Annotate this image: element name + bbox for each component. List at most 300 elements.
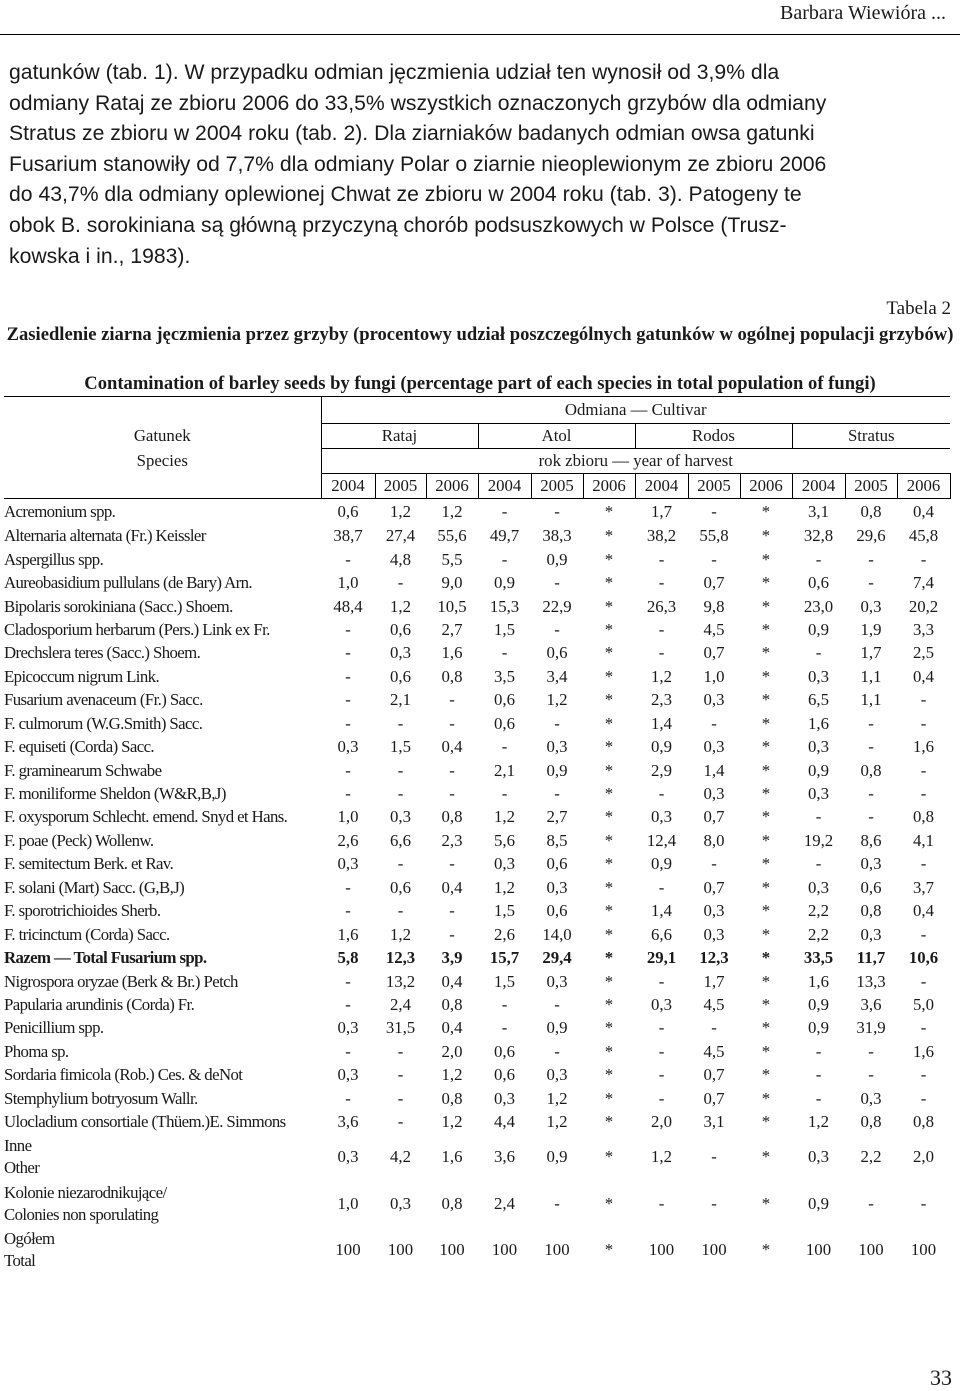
species-header: Species [136, 451, 188, 470]
table-row [4, 782, 950, 805]
value-cell: - [868, 573, 874, 593]
value-cell: 1,2 [441, 1112, 463, 1132]
value-cell: - [658, 643, 665, 663]
cultivar-stratus: Stratus [792, 424, 950, 449]
value-cell: - [397, 901, 404, 921]
value-cell: 1,0 [703, 666, 725, 686]
value-cell: 1,1 [860, 690, 882, 710]
value-cell: 15,7 [489, 948, 520, 968]
header-corner [4, 397, 321, 424]
value-cell: * [761, 596, 771, 616]
value-cell: - [711, 1018, 717, 1038]
table-row [4, 876, 950, 899]
value-cell: 45,8 [908, 526, 939, 546]
value-cell: 0,4 [441, 737, 463, 757]
table-row [4, 571, 950, 594]
year-cell: 2006 [740, 474, 792, 499]
value-cell: * [604, 1147, 614, 1167]
year-cell: 2004 [635, 474, 688, 499]
species-name-pl: Ogółem [4, 1229, 55, 1249]
species-name-en: Total [4, 1251, 36, 1271]
species-name-en: Colonies non sporulating [4, 1204, 159, 1224]
species-name: F. oxysporum Schlecht. emend. Snyd et Hans. [4, 807, 288, 827]
value-cell: * [761, 1240, 771, 1260]
value-cell: 26,3 [646, 596, 677, 616]
year-cell: 2004 [321, 474, 375, 499]
table-row [4, 618, 950, 641]
value-cell: - [815, 643, 822, 663]
value-cell: 0,6 [390, 666, 411, 686]
value-cell: - [868, 807, 874, 827]
value-cell: * [604, 877, 614, 897]
value-cell: 8,5 [546, 830, 568, 850]
value-cell: * [604, 1240, 614, 1260]
value-cell: 0,9 [808, 1018, 829, 1038]
value-cell: - [658, 784, 665, 804]
value-cell: 0,8 [441, 1193, 463, 1213]
value-cell: - [920, 690, 927, 710]
value-cell: - [449, 784, 455, 804]
species-name: Penicillium spp. [4, 1018, 104, 1038]
value-cell: 2,0 [441, 1041, 463, 1061]
value-cell: 1,6 [913, 1041, 934, 1061]
value-cell: - [711, 1193, 717, 1213]
species-name: F. tricinctum (Corda) Sacc. [4, 924, 170, 944]
value-cell: 12,3 [385, 948, 416, 968]
value-cell: - [554, 784, 560, 804]
value-cell: - [501, 549, 508, 569]
value-cell: 0,3 [703, 924, 725, 944]
value-cell: 0,3 [703, 901, 725, 921]
value-cell: 12,4 [646, 830, 677, 850]
value-cell: 38,7 [333, 526, 363, 546]
table-row [4, 806, 950, 829]
value-cell: 1,2 [441, 501, 463, 521]
value-cell: - [554, 501, 560, 521]
value-cell: - [501, 737, 508, 757]
year-cell: 2004 [478, 474, 531, 499]
value-cell: - [868, 1193, 874, 1213]
value-cell: 22,9 [542, 596, 572, 616]
value-cell: 0,4 [913, 501, 934, 521]
value-cell: 32,8 [803, 526, 834, 546]
value-cell: * [604, 830, 614, 850]
value-cell: 0,8 [441, 1088, 463, 1108]
value-cell: 0,4 [913, 901, 934, 921]
value-cell: - [658, 971, 665, 991]
value-cell: - [345, 760, 351, 780]
value-cell: 2,7 [546, 807, 568, 827]
body-line: do 43,7% dla odmiany oplewionej Chwat ze zbioru w 2004 roku (tab. 3). Patogeny te [9, 183, 802, 207]
value-cell: 1,0 [337, 573, 359, 593]
species-name: Ulocladium consortiale (Thüem.)E. Simmons [4, 1112, 286, 1132]
value-cell: - [920, 1018, 927, 1038]
value-cell: 4,5 [703, 619, 725, 639]
value-cell: * [761, 643, 771, 663]
value-cell: - [345, 690, 351, 710]
value-cell: * [604, 994, 614, 1014]
value-cell: - [920, 854, 927, 874]
value-cell: 0,3 [494, 854, 515, 874]
value-cell: 0,8 [441, 666, 463, 686]
value-cell: * [604, 643, 614, 663]
value-cell: 3,6 [494, 1147, 515, 1167]
value-cell: 3,7 [913, 877, 934, 897]
value-cell: 0,4 [441, 1018, 463, 1038]
value-cell: - [554, 994, 560, 1014]
table-row [4, 1064, 950, 1087]
value-cell: - [868, 737, 874, 757]
value-cell: 0,3 [337, 1065, 359, 1085]
value-cell: - [554, 619, 560, 639]
value-cell: 0,6 [808, 573, 829, 593]
value-cell: 100 [648, 1240, 675, 1260]
value-cell: - [920, 971, 927, 991]
body-line: Fusarium stanowiły od 7,7% dla odmiany Polar o ziarnie nieoplewionym ze zbioru 2006 [9, 152, 827, 176]
value-cell: - [449, 690, 455, 710]
value-cell: - [920, 784, 927, 804]
value-cell: * [761, 784, 771, 804]
value-cell: 1,2 [494, 807, 515, 827]
value-cell: * [604, 501, 614, 521]
value-cell: 100 [701, 1240, 727, 1260]
species-name: Sordaria fimicola (Rob.) Ces. & deNot [4, 1065, 243, 1085]
value-cell: 1,4 [703, 760, 725, 780]
table-row [4, 1110, 950, 1133]
value-cell: 2,6 [494, 924, 515, 944]
value-cell: 0,4 [441, 971, 463, 991]
species-name: F. graminearum Schwabe [4, 760, 162, 780]
value-cell: - [658, 1041, 665, 1061]
value-cell: 1,4 [651, 901, 672, 921]
year-cell: 2005 [375, 474, 426, 499]
value-cell: 1,5 [494, 901, 515, 921]
value-cell: 6,5 [808, 690, 829, 710]
value-cell: 13,3 [856, 971, 886, 991]
value-cell: 0,6 [546, 854, 568, 874]
value-cell: 2,5 [913, 643, 934, 663]
value-cell: 38,3 [542, 526, 572, 546]
value-cell: 100 [805, 1240, 832, 1260]
value-cell: 55,8 [699, 526, 729, 546]
value-cell: * [761, 1193, 771, 1213]
value-cell: 2,3 [441, 830, 463, 850]
value-cell: 0,3 [390, 643, 411, 663]
value-cell: * [761, 1147, 771, 1167]
value-cell: - [501, 501, 508, 521]
value-cell: * [604, 619, 614, 639]
value-cell: 2,2 [808, 901, 829, 921]
value-cell: 0,8 [441, 994, 463, 1014]
value-cell: * [761, 948, 771, 968]
value-cell: * [604, 596, 614, 616]
value-cell: 0,6 [337, 501, 359, 521]
value-cell: 0,3 [337, 1147, 359, 1167]
value-cell: - [397, 854, 404, 874]
value-cell: - [658, 1193, 665, 1213]
year-cell: 2004 [792, 474, 845, 499]
species-name: Phoma sp. [4, 1041, 69, 1061]
value-cell: - [345, 666, 351, 686]
value-cell: - [658, 1018, 665, 1038]
value-cell: - [345, 784, 351, 804]
value-cell: 1,6 [441, 1147, 463, 1167]
table-row [4, 993, 950, 1016]
value-cell: 0,3 [808, 737, 829, 757]
value-cell: * [604, 526, 614, 546]
value-cell: - [449, 713, 455, 733]
table-row [4, 1087, 950, 1110]
value-cell: 31,5 [385, 1018, 416, 1038]
table-row [4, 759, 950, 782]
value-cell: 1,0 [337, 807, 359, 827]
value-cell: - [920, 760, 927, 780]
value-cell: 0,8 [913, 807, 934, 827]
value-cell: 0,3 [860, 924, 882, 944]
species-name: Aureobasidium pullulans (de Bary) Arn. [4, 573, 252, 593]
value-cell: 1,0 [337, 1193, 359, 1213]
body-line: kowska i in., 1983). [9, 244, 191, 268]
table-row [4, 1227, 950, 1274]
value-cell: 0,9 [651, 854, 672, 874]
value-cell: - [920, 1065, 927, 1085]
value-cell: - [711, 1147, 717, 1167]
value-cell: - [345, 994, 351, 1014]
cultivar-atol: Atol [478, 424, 635, 449]
value-cell: 1,2 [546, 1112, 568, 1132]
species-name: F. moniliforme Sheldon (W&R,B,J) [4, 784, 226, 804]
header-rule [0, 34, 960, 35]
value-cell: 1,7 [703, 971, 725, 991]
value-cell: 6,6 [390, 830, 411, 850]
value-cell: 14,0 [542, 924, 572, 944]
value-cell: - [501, 643, 508, 663]
value-cell: 0,6 [494, 1041, 515, 1061]
value-cell: 23,0 [803, 596, 834, 616]
body-line: Stratus ze zbioru w 2004 roku (tab. 2). Dla ziarniaków badanych odmian owsa gatunki [9, 122, 815, 146]
value-cell: 1,2 [651, 1147, 672, 1167]
value-cell: * [761, 1088, 771, 1108]
species-name: Cladosporium herbarum (Pers.) Link ex Fr. [4, 619, 270, 639]
value-cell: 0,3 [651, 807, 672, 827]
value-cell: - [501, 1018, 508, 1038]
value-cell: - [920, 713, 927, 733]
value-cell: 0,3 [546, 971, 568, 991]
value-cell: 3,4 [546, 666, 568, 686]
species-name: F. equiseti (Corda) Sacc. [4, 737, 155, 757]
value-cell: * [761, 549, 771, 569]
value-cell: - [658, 573, 665, 593]
value-cell: * [761, 1018, 771, 1038]
value-cell: 13,2 [385, 971, 416, 991]
value-cell: 4,5 [703, 1041, 725, 1061]
value-cell: - [345, 619, 351, 639]
value-cell: 0,4 [441, 877, 463, 897]
value-cell: 1,7 [860, 643, 882, 663]
table-row [4, 642, 950, 665]
value-cell: 100 [858, 1240, 884, 1260]
value-cell: 1,2 [546, 1088, 568, 1108]
value-cell: 1,9 [860, 619, 882, 639]
value-cell: 100 [335, 1240, 361, 1260]
value-cell: 29,6 [856, 526, 886, 546]
value-cell: 0,3 [546, 1065, 568, 1085]
species-name: Bipolaris sorokiniana (Sacc.) Shoem. [4, 596, 233, 616]
body-line: odmiany Rataj ze zbioru 2006 do 33,5% wszystkich oznaczonych grzybów dla odmiany [9, 91, 827, 115]
value-cell: - [345, 901, 351, 921]
value-cell: 0,3 [808, 784, 829, 804]
species-name: F. poae (Peck) Wollenw. [4, 830, 154, 850]
value-cell: 48,4 [333, 596, 363, 616]
fungi-table [4, 396, 951, 1273]
value-cell: 0,7 [703, 807, 725, 827]
value-cell: * [761, 713, 771, 733]
value-cell: - [920, 549, 927, 569]
value-cell: 8,0 [703, 830, 725, 850]
value-cell: - [868, 784, 874, 804]
value-cell: 0,6 [494, 1065, 515, 1085]
year-cell: 2005 [531, 474, 583, 499]
value-cell: 2,0 [913, 1147, 934, 1167]
body-paragraph [9, 58, 952, 272]
value-cell: 9,0 [441, 573, 463, 593]
value-cell: - [397, 1112, 404, 1132]
value-cell: - [397, 573, 404, 593]
value-cell: 1,6 [441, 643, 463, 663]
value-cell: * [604, 971, 614, 991]
value-cell: 100 [387, 1240, 414, 1260]
value-cell: - [868, 1065, 874, 1085]
table-row [4, 689, 950, 712]
value-cell: * [604, 901, 614, 921]
value-cell: * [761, 690, 771, 710]
year-cell: 2006 [583, 474, 635, 499]
value-cell: 1,4 [651, 713, 672, 733]
value-cell: - [501, 994, 508, 1014]
value-cell: 4,8 [390, 549, 411, 569]
value-cell: 0,8 [860, 501, 882, 521]
value-cell: 0,6 [494, 690, 515, 710]
year-cell: 2006 [426, 474, 478, 499]
value-cell: 0,9 [651, 737, 672, 757]
value-cell: * [761, 994, 771, 1014]
value-cell: 0,8 [441, 807, 463, 827]
value-cell: 29,1 [646, 948, 677, 968]
value-cell: 12,3 [699, 948, 729, 968]
table-row [4, 1040, 950, 1063]
table-row [4, 499, 950, 525]
value-cell: 8,6 [860, 830, 882, 850]
value-cell: 0,4 [913, 666, 934, 686]
species-name: Aspergillus spp. [4, 549, 104, 569]
value-cell: - [711, 713, 717, 733]
value-cell: - [554, 1193, 560, 1213]
value-cell: - [345, 971, 351, 991]
value-cell: - [554, 573, 560, 593]
value-cell: * [761, 807, 771, 827]
table-row [4, 829, 950, 852]
value-cell: 2,2 [860, 1147, 882, 1167]
value-cell: 10,6 [908, 948, 939, 968]
table-row [4, 525, 950, 548]
value-cell: 0,3 [651, 994, 672, 1014]
value-cell: 0,9 [494, 573, 515, 593]
table-row [4, 735, 950, 758]
value-cell: * [761, 666, 771, 686]
value-cell: * [761, 760, 771, 780]
value-cell: - [345, 643, 351, 663]
value-cell: 0,9 [808, 619, 829, 639]
value-cell: 0,3 [337, 1018, 359, 1038]
table-caption-pl: Zasiedlenie ziarna jęczmienia przez grzyby (procentowy udział poszczególnych gatunków w ogólnej populacji grzybów) [6, 324, 954, 345]
value-cell: * [761, 924, 771, 944]
value-cell: 0,3 [860, 1088, 882, 1108]
value-cell: 2,6 [337, 830, 359, 850]
value-cell: 0,9 [546, 1147, 568, 1167]
species-name: Alternaria alternata (Fr.) Keissler [4, 526, 206, 546]
species-name: F. culmorum (W.G.Smith) Sacc. [4, 713, 203, 733]
year-cell: 2006 [897, 474, 950, 499]
value-cell: * [604, 784, 614, 804]
table-label: Tabela 2 [886, 298, 951, 319]
value-cell: 1,1 [860, 666, 882, 686]
value-cell: 1,5 [494, 619, 515, 639]
value-cell: * [761, 1065, 771, 1085]
value-cell: 0,9 [808, 994, 829, 1014]
value-cell: 29,4 [542, 948, 572, 968]
value-cell: 31,9 [856, 1018, 886, 1038]
value-cell: 3,1 [703, 1112, 725, 1132]
value-cell: 1,2 [494, 877, 515, 897]
table-row [4, 923, 950, 946]
value-cell: * [761, 619, 771, 639]
value-cell: - [815, 549, 822, 569]
year-cell: 2005 [845, 474, 897, 499]
value-cell: - [815, 807, 822, 827]
value-cell: 0,3 [337, 854, 359, 874]
value-cell: 27,4 [385, 526, 416, 546]
value-cell: 2,0 [651, 1112, 672, 1132]
value-cell: - [397, 1065, 404, 1085]
species-name: Papularia arundinis (Corda) Fr. [4, 994, 195, 1014]
value-cell: 1,2 [441, 1065, 463, 1085]
value-cell: * [761, 1041, 771, 1061]
value-cell: 0,9 [546, 549, 568, 569]
table-row [4, 548, 950, 571]
value-cell: - [397, 760, 404, 780]
value-cell: 0,9 [546, 1018, 568, 1038]
value-cell: - [920, 1193, 927, 1213]
value-cell: 4,5 [703, 994, 725, 1014]
value-cell: 0,3 [703, 690, 725, 710]
value-cell: 3,9 [441, 948, 463, 968]
value-cell: * [604, 573, 614, 593]
value-cell: * [761, 854, 771, 874]
value-cell: - [868, 713, 874, 733]
value-cell: * [761, 877, 771, 897]
value-cell: - [711, 501, 717, 521]
value-cell: 0,6 [546, 643, 568, 663]
value-cell: - [449, 760, 455, 780]
value-cell: * [761, 737, 771, 757]
value-cell: 33,5 [803, 948, 834, 968]
value-cell: - [345, 1041, 351, 1061]
cultivar-header: Odmiana — Cultivar [321, 397, 950, 424]
value-cell: * [604, 1065, 614, 1085]
value-cell: 1,6 [913, 737, 934, 757]
value-cell: * [604, 1088, 614, 1108]
value-cell: 0,3 [860, 596, 882, 616]
